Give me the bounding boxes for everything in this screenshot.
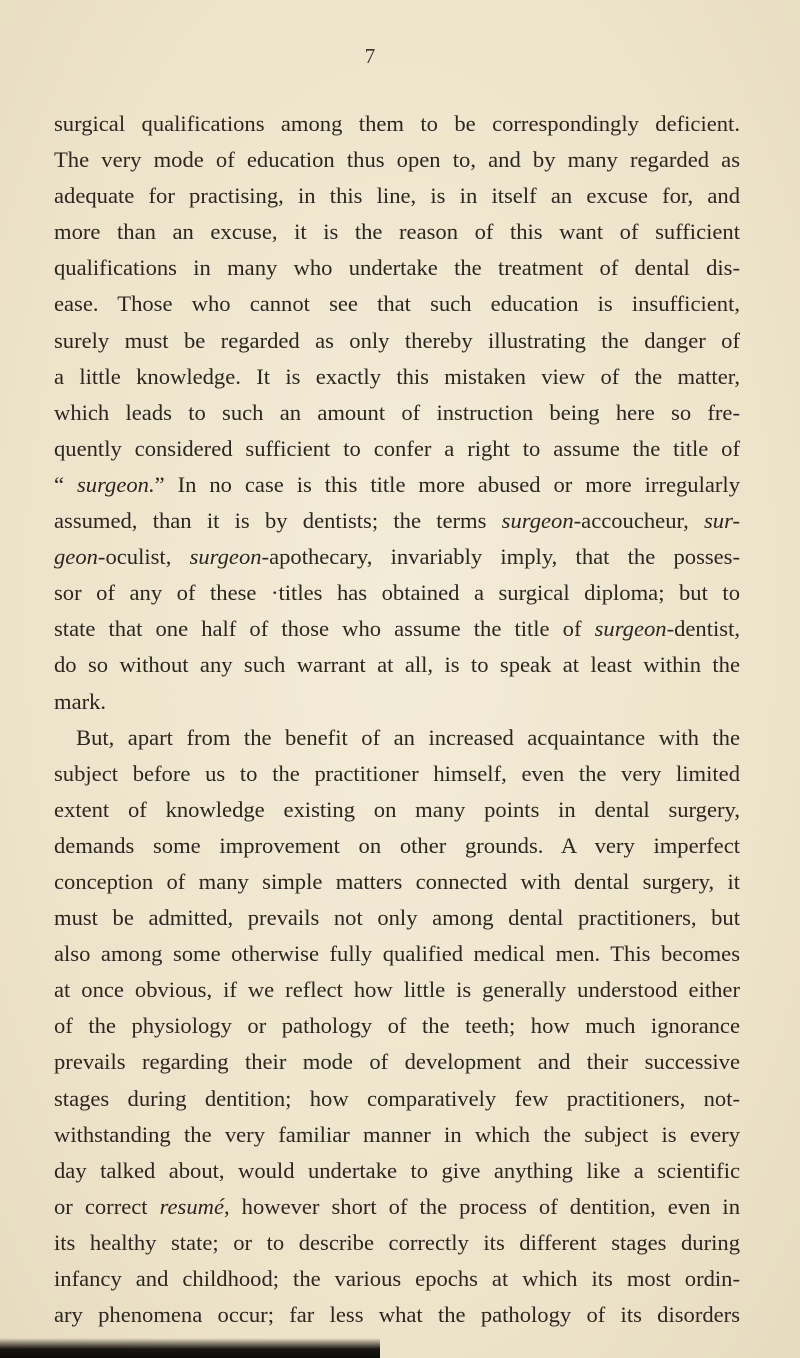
text-span: which leads to such an amount of instruction being here so fre- — [54, 399, 740, 425]
text-span: ary phenomena occur; far less what the pathology of its disorders — [54, 1302, 740, 1328]
text-line — [54, 1044, 740, 1080]
text-line — [54, 575, 740, 611]
page-binding-shadow — [0, 1338, 380, 1358]
text-span: , however short of the process of dentition, even in — [224, 1193, 740, 1219]
text-line — [54, 106, 740, 142]
text-span: do so without any such warrant at all, is to speak at least within the — [54, 652, 740, 678]
text-span: surely must be regarded as only thereby illustrating the danger of — [54, 327, 740, 353]
text-span: day talked about, would undertake to give anything like a scientific — [54, 1157, 740, 1183]
page-number: 7 — [364, 44, 376, 68]
text-line — [54, 286, 740, 322]
text-span: withstanding the very familiar manner in which the subject is every — [54, 1121, 740, 1147]
text-span: of the physiology or pathology of the teeth; how much ignorance — [54, 1013, 740, 1039]
text-span: state that one half of those who assume the title of — [54, 616, 595, 642]
text-span: qualifications in many who undertake the treatment of dental dis- — [54, 255, 740, 281]
text-span: surgical qualifications among them to be correspondingly deficient. — [54, 111, 740, 136]
text-span: adequate for practising, in this line, is in itself an excuse for, and — [54, 183, 740, 209]
text-span: must be admitted, prevails not only among dental practitioners, but — [54, 905, 740, 931]
text-line — [54, 1297, 740, 1333]
text-span: quently considered sufficient to confer a right to assume the title of — [54, 435, 740, 461]
text-line — [54, 503, 740, 539]
text-line — [54, 359, 740, 395]
text-line — [54, 1117, 740, 1153]
italic-text: surgeon — [594, 616, 667, 642]
text-line — [54, 684, 740, 720]
body-text — [54, 106, 740, 1333]
text-line — [54, 1261, 740, 1297]
text-line — [54, 1008, 740, 1044]
text-line — [54, 720, 740, 756]
text-span: demands some improvement on other grounds. A very imperfect — [54, 832, 740, 858]
text-line — [54, 178, 740, 214]
text-span: extent of knowledge existing on many points in dental surgery, — [54, 796, 740, 822]
italic-text: geon — [54, 544, 98, 570]
text-span: -accoucheur, — [573, 508, 705, 534]
italic-text: surgeon — [501, 508, 574, 534]
text-span: mark. — [54, 688, 107, 714]
text-span: infancy and childhood; the various epochs at which its most ordin- — [54, 1266, 740, 1291]
text-span: The very mode of education thus open to, and by many regarded as — [54, 147, 740, 173]
text-span: -apothecary, invariably imply, that the posses- — [261, 544, 740, 570]
text-line — [54, 431, 740, 467]
text-span: conception of many simple matters connected with dental surgery, it — [54, 868, 740, 894]
text-line — [54, 1225, 740, 1261]
text-span: -oculist, — [97, 544, 190, 570]
text-span: subject before us to the practitioner himself, even the very limited — [54, 760, 740, 786]
text-span: But, apart from the benefit of an increased acquaintance with the — [76, 724, 740, 750]
text-line — [54, 323, 740, 359]
text-line — [54, 214, 740, 250]
text-span: also among some otherwise fully qualified medical men. This becomes — [54, 941, 740, 967]
text-span: more than an excuse, it is the reason of this want of sufficient — [54, 219, 740, 245]
text-span: “ — [54, 471, 77, 497]
text-line — [54, 936, 740, 972]
text-line — [54, 142, 740, 178]
text-span: or correct — [54, 1193, 160, 1219]
text-line — [54, 647, 740, 683]
text-span: sor of any of these ·titles has obtained a surgical diploma; but to — [54, 580, 740, 606]
italic-text: surgeon — [189, 544, 262, 570]
text-span: ” In no case is this title more abused or more irregularly — [154, 471, 740, 497]
text-span: a little knowledge. It is exactly this mistaken view of the matter, — [54, 363, 740, 389]
text-span: ease. Those who cannot see that such education is insufficient, — [54, 291, 740, 317]
text-line — [54, 467, 740, 503]
text-line — [54, 828, 740, 864]
text-span: at once obvious, if we reflect how little is generally understood either — [54, 977, 740, 1003]
italic-text: surgeon. — [76, 471, 155, 497]
text-line — [54, 900, 740, 936]
text-line — [54, 1153, 740, 1189]
text-span: prevails regarding their mode of development and their successive — [54, 1049, 740, 1075]
text-line — [54, 1189, 740, 1225]
text-line — [54, 395, 740, 431]
text-line — [54, 756, 740, 792]
text-span: stages during dentition; how comparatively few practitioners, not- — [54, 1085, 740, 1111]
text-span: -dentist, — [666, 616, 740, 642]
text-line — [54, 864, 740, 900]
italic-text: resumé — [159, 1193, 224, 1219]
text-line — [54, 250, 740, 286]
text-span: assumed, than it is by dentists; the terms — [54, 508, 502, 534]
text-line — [54, 1081, 740, 1117]
text-span: its healthy state; or to describe correctly its different stages during — [54, 1229, 740, 1255]
text-line — [54, 972, 740, 1008]
text-line — [54, 539, 740, 575]
text-line — [54, 611, 740, 647]
italic-text: sur- — [704, 508, 740, 534]
text-line — [54, 792, 740, 828]
